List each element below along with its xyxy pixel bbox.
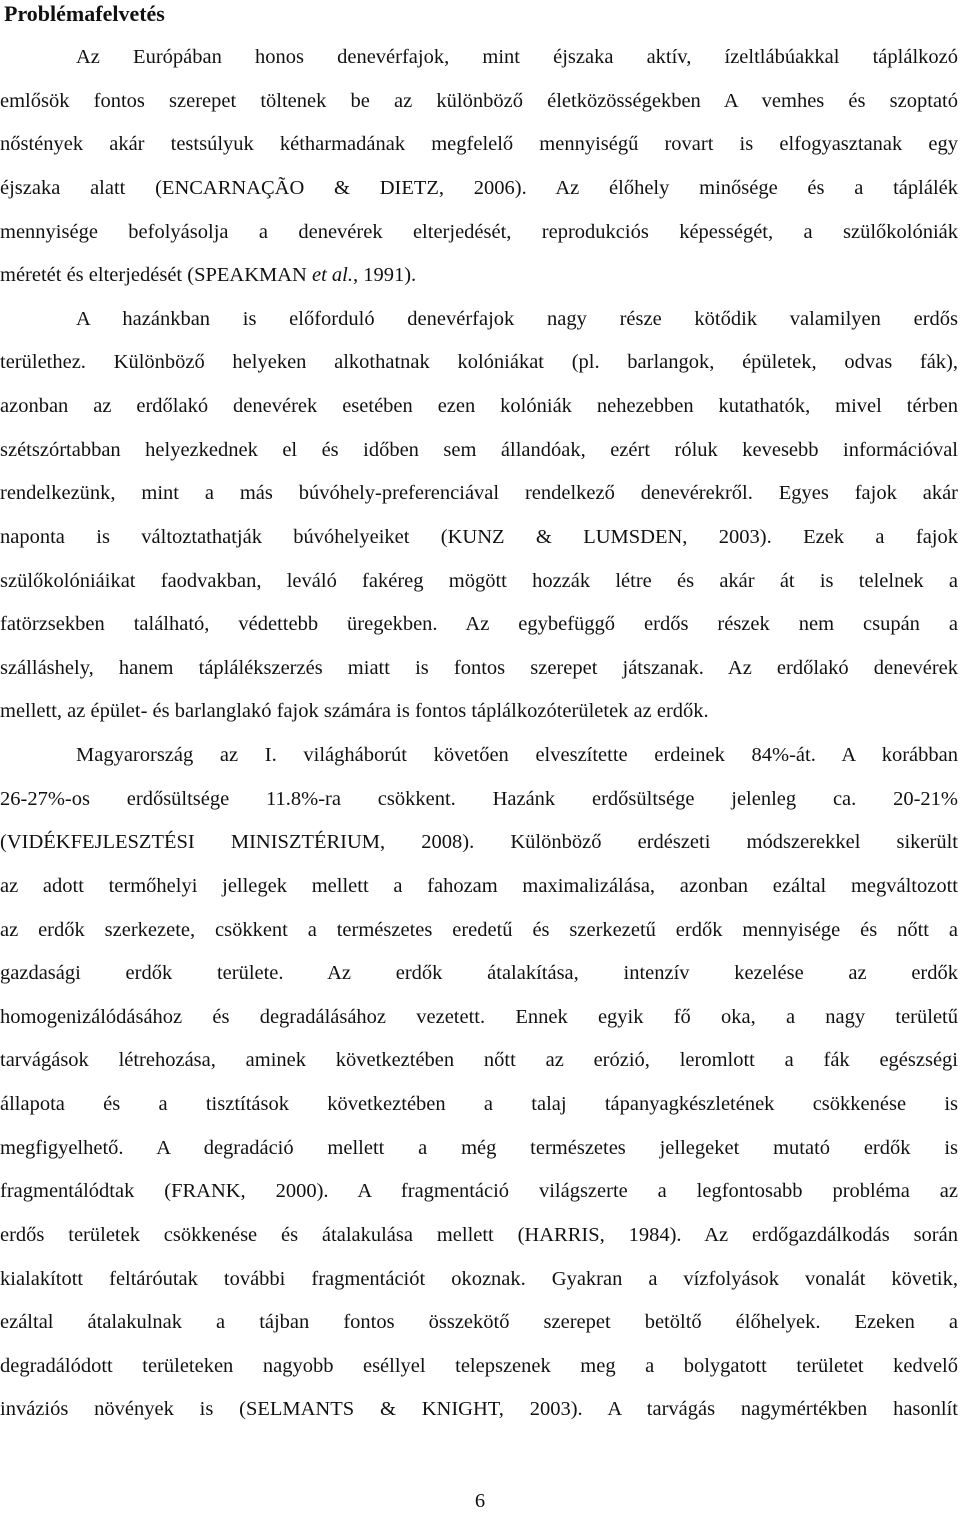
section-heading: Problémafelvetés (4, 1, 165, 26)
line-text: méretét és elterjedését (SPEAKMAN (0, 264, 312, 286)
paragraph-line: kialakított feltáróutak további fragmentációt okoznak. Gyakran a vízfolyások vonalát követik, (0, 1268, 958, 1290)
paragraph-line: mennyisége befolyásolja a denevérek elterjedését, reprodukciós képességét, a szülőkolóniák (0, 221, 958, 243)
paragraph-line: A hazánkban is előforduló denevérfajok nagy része kötődik valamilyen erdős (76, 308, 958, 330)
paragraph-line: homogenizálódásához és degradálásához vezetett. Ennek egyik fő oka, a nagy területű (0, 1006, 958, 1028)
paragraph-line: fatörzsekben található, védettebb üregekben. Az egybefüggő erdős részek nem csupán a (0, 613, 958, 635)
paragraph-line: megfigyelhető. A degradáció mellett a még természetes jellegeket mutató erdők is (0, 1137, 958, 1159)
paragraph-line: azonban az erdőlakó denevérek esetében ezen kolóniák nehezebben kutathatók, mivel térben (0, 395, 958, 417)
paragraph-line: szétszórtabban helyezkednek el és időben sem állandóak, ezért róluk kevesebb információval (0, 439, 958, 461)
paragraph-line: szülőkolóniáikat faodvakban, leváló fakéreg mögött hozzák létre és akár át is telelnek a (0, 570, 958, 592)
paragraph-line: rendelkezünk, mint a más búvóhely-preferenciával rendelkező denevérekről. Egyes fajok akár (0, 482, 958, 504)
paragraph-line: fragmentálódtak (FRANK, 2000). A fragmentáció világszerte a legfontosabb probléma az (0, 1180, 958, 1202)
paragraph-line: inváziós növények is (SELMANTS & KNIGHT, 2003). A tarvágás nagymértékben hasonlít (0, 1398, 958, 1420)
paragraph-line: emlősök fontos szerepet töltenek be az különböző életközösségekben A vemhes és szoptató (0, 90, 958, 112)
paragraph-line: mellett, az épület- és barlanglakó fajok számára is fontos táplálkozóterületek az erdők. (0, 700, 709, 722)
citation-italic: et al. (311, 264, 353, 286)
paragraph-line: az adott termőhelyi jellegek mellett a fahozam maximalizálása, azonban ezáltal megváltozott (0, 875, 958, 897)
paragraph-line: degradálódott területeken nagyobb eséllyel telepszenek meg a bolygatott területet kedvelő (0, 1355, 958, 1377)
paragraph-line (0, 261, 958, 289)
line-text: , 1991). (352, 264, 417, 286)
paragraph-line: nőstények akár testsúlyuk kétharmadának megfelelő mennyiségű rovart is elfogyasztanak egy (0, 133, 958, 155)
paragraph-line: erdős területek csökkenése és átalakulása mellett (HARRIS, 1984). Az erdőgazdálkodás során (0, 1224, 958, 1246)
paragraph-line: tarvágások létrehozása, aminek következtében nőtt az erózió, leromlott a fák egészségi (0, 1049, 958, 1071)
paragraph-line: gazdasági erdők területe. Az erdők átalakítása, intenzív kezelése az erdők (0, 962, 958, 984)
paragraph-line: állapota és a tisztítások következtében a talaj tápanyagkészletének csökkenése is (0, 1093, 958, 1115)
paragraph-line: éjszaka alatt (ENCARNAÇÃO & DIETZ, 2006). Az élőhely minősége és a táplálék (0, 177, 958, 199)
paragraph-line: területhez. Különböző helyeken alkothatnak kolóniákat (pl. barlangok, épületek, odvas fák), (0, 351, 958, 373)
paragraph-line: (VIDÉKFEJLESZTÉSI MINISZTÉRIUM, 2008). Különböző erdészeti módszerekkel sikerült (0, 831, 958, 853)
paragraph-line: szálláshely, hanem táplálékszerzés miatt is fontos szerepet játszanak. Az erdőlakó denevérek (0, 657, 958, 679)
paragraph-line: az erdők szerkezete, csökkent a természetes eredetű és szerkezetű erdők mennyisége és nőtt a (0, 919, 958, 941)
paragraph-line: Az Európában honos denevérfajok, mint éjszaka aktív, ízeltlábúakkal táplálkozó (76, 46, 958, 68)
paragraph-line: ezáltal átalakulnak a tájban fontos összekötő szerepet betöltő élőhelyek. Ezeken a (0, 1311, 958, 1333)
paragraph-line: Magyarország az I. világháborút követően elveszítette erdeinek 84%-át. A korábban (76, 744, 958, 766)
paragraph-line: naponta is változtathatják búvóhelyeiket (KUNZ & LUMSDEN, 2003). Ezek a fajok (0, 526, 958, 548)
paragraph-line: 26-27%-os erdősültsége 11.8%-ra csökkent. Hazánk erdősültsége jelenleg ca. 20-21% (0, 788, 958, 810)
page-number: 6 (474, 1490, 486, 1512)
